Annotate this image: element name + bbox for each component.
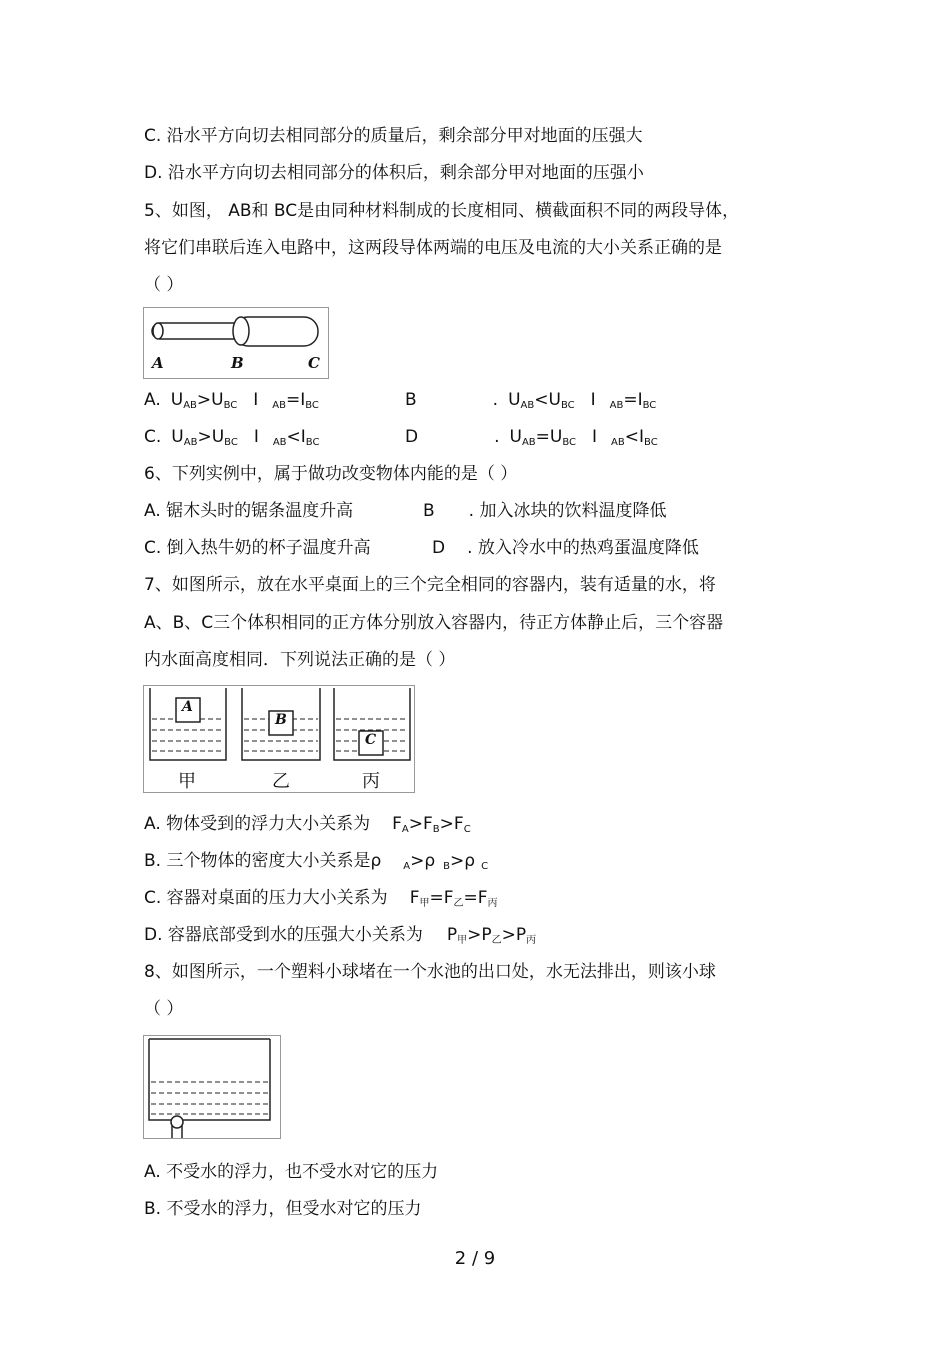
q7-option-d: D. 容器底部受到水的压强大小关系为 $P_甲>P_乙>P_丙$ <box>144 925 537 946</box>
q7-option-c: C. 容器对桌面的压力大小关系为 $F_甲=F_乙=F_丙$ <box>144 888 498 909</box>
block-c-label: C <box>365 732 377 748</box>
q5-stem-line2: 将它们串联后连入电路中，这两段导体两端的电压及电流的大小关系正确的是 <box>144 238 722 258</box>
q4-option-c: C. 沿水平方向切去相同部分的质量后，剩余部分甲对地面的压强大 <box>144 126 643 146</box>
q8-option-b: B. 不受水的浮力，但受水对它的压力 <box>144 1199 422 1219</box>
q5-option-d: D . $U_{AB}=U_{BC}$ I $_{AB}<I_{BC}$ <box>405 427 658 448</box>
q7-stem-line2: A、B、C三个体积相同的正方体分别放入容器内，待正方体静止后，三个容器 <box>144 613 724 633</box>
q6-stem: 6、下列实例中，属于做功改变物体内能的是（ ） <box>144 464 518 484</box>
q7-option-a: A. 物体受到的浮力大小关系为 $F_A>F_B>F_C$ <box>144 814 471 835</box>
q6-option-d: D . 放入冷水中的热鸡蛋温度降低 <box>432 538 699 558</box>
q8-option-a: A. 不受水的浮力，也不受水对它的压力 <box>144 1162 439 1182</box>
q5-answer-paren: （ ） <box>144 275 184 295</box>
q5-option-b: B . $U_{AB}<U_{BC}$ I $_{AB}=I_{BC}$ <box>405 390 657 411</box>
q4-option-d: D. 沿水平方向切去相同部分的体积后，剩余部分甲对地面的压强小 <box>144 163 644 183</box>
fig-label-c: C <box>308 354 320 372</box>
container-yi-label: 乙 <box>272 771 290 792</box>
fig-label-a: A <box>152 354 164 372</box>
q5-stem-line1: 5、如图， AB和 BC是由同种材料制成的长度相同、横截面积不同的两段导体， <box>144 201 740 221</box>
q7-option-b: B. 三个物体的密度大小关系是ρ $_A$>ρ $_B$>ρ $_C$ <box>144 851 489 872</box>
q8-answer-paren: （ ） <box>144 999 184 1019</box>
q5-option-a: A. $U_{AB}>U_{BC}$ I $_{AB}=I_{BC}$ <box>144 390 319 411</box>
q5-option-c: C. $U_{AB}>U_{BC}$ I $_{AB}<I_{BC}$ <box>144 427 320 448</box>
q8-pool-figure <box>143 1035 281 1139</box>
block-a-label: A <box>182 699 193 715</box>
q6-option-a: A. 锯木头时的锯条温度升高 <box>144 501 354 521</box>
page-number: 2 / 9 <box>454 1248 496 1269</box>
q8-stem: 8、如图所示，一个塑料小球堵在一个水池的出口处，水无法排出，则该小球 <box>144 962 716 982</box>
q7-stem-line3: 内水面高度相同．下列说法正确的是（ ） <box>144 650 456 670</box>
q7-stem-line1: 7、如图所示，放在水平桌面上的三个完全相同的容器内，装有适量的水，将 <box>144 575 716 595</box>
q5-conductor-figure <box>143 307 329 379</box>
q6-option-b: B . 加入冰块的饮料温度降低 <box>423 501 667 521</box>
container-bing-label: 丙 <box>362 771 380 792</box>
q7-containers-figure <box>143 685 415 793</box>
block-b-label: B <box>275 712 287 728</box>
container-jia-label: 甲 <box>178 771 196 792</box>
fig-label-b: B <box>231 354 244 372</box>
q6-option-c: C. 倒入热牛奶的杯子温度升高 <box>144 538 371 558</box>
